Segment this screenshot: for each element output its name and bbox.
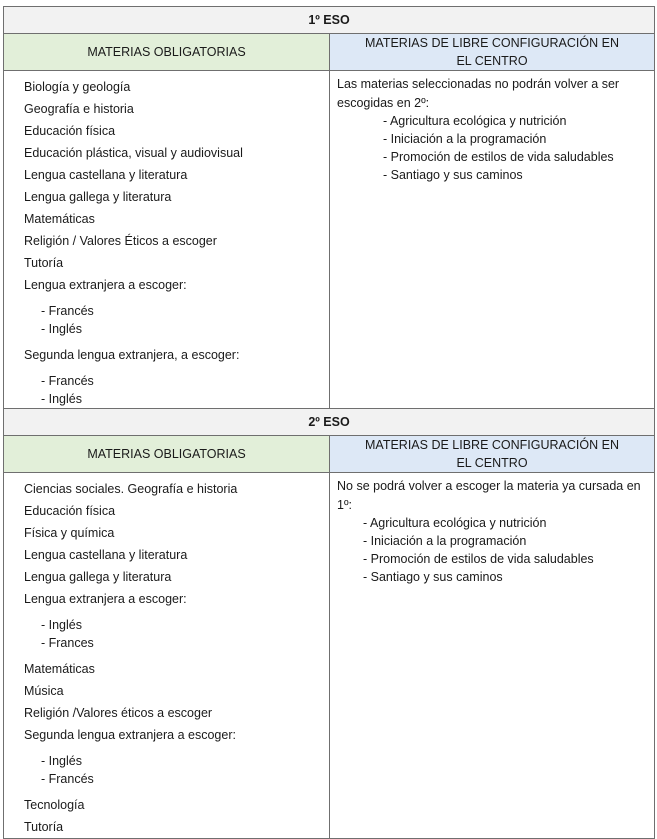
sub-item: - Francés bbox=[41, 304, 94, 318]
eso1-header-libre: MATERIAS DE LIBRE CONFIGURACIÓN EN EL CENTRO bbox=[330, 34, 655, 71]
list-item: Matemáticas bbox=[24, 212, 95, 226]
list-item: - Iniciación a la programación bbox=[383, 132, 547, 146]
sub-item: - Inglés bbox=[41, 322, 82, 336]
list-item: Lengua gallega y literatura bbox=[24, 570, 172, 584]
list-item: Educación física bbox=[24, 504, 116, 518]
eso1-header-obligatorias: MATERIAS OBLIGATORIAS bbox=[4, 34, 330, 71]
list-item: - Santiago y sus caminos bbox=[383, 168, 523, 182]
eso2-header-libre: MATERIAS DE LIBRE CONFIGURACIÓN EN EL CENTRO bbox=[330, 436, 655, 473]
sub-item: - Inglés bbox=[41, 392, 82, 406]
list-item: Segunda lengua extranjera a escoger: bbox=[24, 728, 236, 742]
list-item: - Promoción de estilos de vida saludables bbox=[383, 150, 614, 164]
list-item: - Agricultura ecológica y nutrición bbox=[383, 114, 567, 128]
list-item: Educación física bbox=[24, 124, 116, 138]
list-item: Tutoría bbox=[24, 256, 64, 270]
sub-item: - Inglés bbox=[41, 618, 82, 632]
list-item: - Santiago y sus caminos bbox=[363, 570, 503, 584]
sub-item: - Francés bbox=[41, 374, 94, 388]
list-item: - Agricultura ecológica y nutrición bbox=[363, 516, 547, 530]
list-item: Lengua extranjera a escoger: bbox=[24, 592, 187, 606]
list-item: Geografía e historia bbox=[24, 102, 134, 116]
list-item: Religión / Valores Éticos a escoger bbox=[24, 234, 217, 248]
sub-item: - Francés bbox=[41, 772, 94, 786]
list-item: Matemáticas bbox=[24, 662, 95, 676]
eso2-title: 2º ESO bbox=[4, 409, 655, 436]
list-item: Lengua extranjera a escoger: bbox=[24, 278, 187, 292]
list-item: Religión /Valores éticos a escoger bbox=[24, 706, 213, 720]
list-item: Educación plástica, visual y audiovisual bbox=[24, 146, 243, 160]
eso2-obligatorias-list bbox=[4, 473, 329, 838]
list-item: Segunda lengua extranjera, a escoger: bbox=[24, 348, 240, 362]
eso2-libre-cell bbox=[330, 473, 654, 586]
list-item: Biología y geología bbox=[24, 80, 131, 94]
eso1-obligatorias-list bbox=[4, 71, 329, 408]
eso2-header-obligatorias: MATERIAS OBLIGATORIAS bbox=[4, 436, 330, 473]
list-item: Música bbox=[24, 684, 64, 698]
eso1-libre-note: Las materias seleccionadas no podrán volver a ser escogidas en 2º: bbox=[337, 77, 620, 110]
list-item: Lengua gallega y literatura bbox=[24, 190, 172, 204]
list-item: Física y química bbox=[24, 526, 115, 540]
sub-item: - Frances bbox=[41, 636, 94, 650]
sub-item: - Inglés bbox=[41, 754, 82, 768]
list-item: - Promoción de estilos de vida saludables bbox=[363, 552, 594, 566]
list-item: Tecnología bbox=[24, 798, 85, 812]
list-item: - Iniciación a la programación bbox=[363, 534, 527, 548]
list-item: Lengua castellana y literatura bbox=[24, 168, 188, 182]
eso2-libre-note: No se podrá volver a escoger la materia ya cursada en 1º: bbox=[337, 479, 641, 512]
eso1-libre-cell bbox=[330, 71, 654, 184]
list-item: Lengua castellana y literatura bbox=[24, 548, 188, 562]
list-item: Ciencias sociales. Geografía e historia bbox=[24, 482, 238, 496]
eso1-title: 1º ESO bbox=[4, 7, 655, 34]
list-item: Tutoría bbox=[24, 820, 64, 834]
subjects-table bbox=[3, 6, 655, 839]
